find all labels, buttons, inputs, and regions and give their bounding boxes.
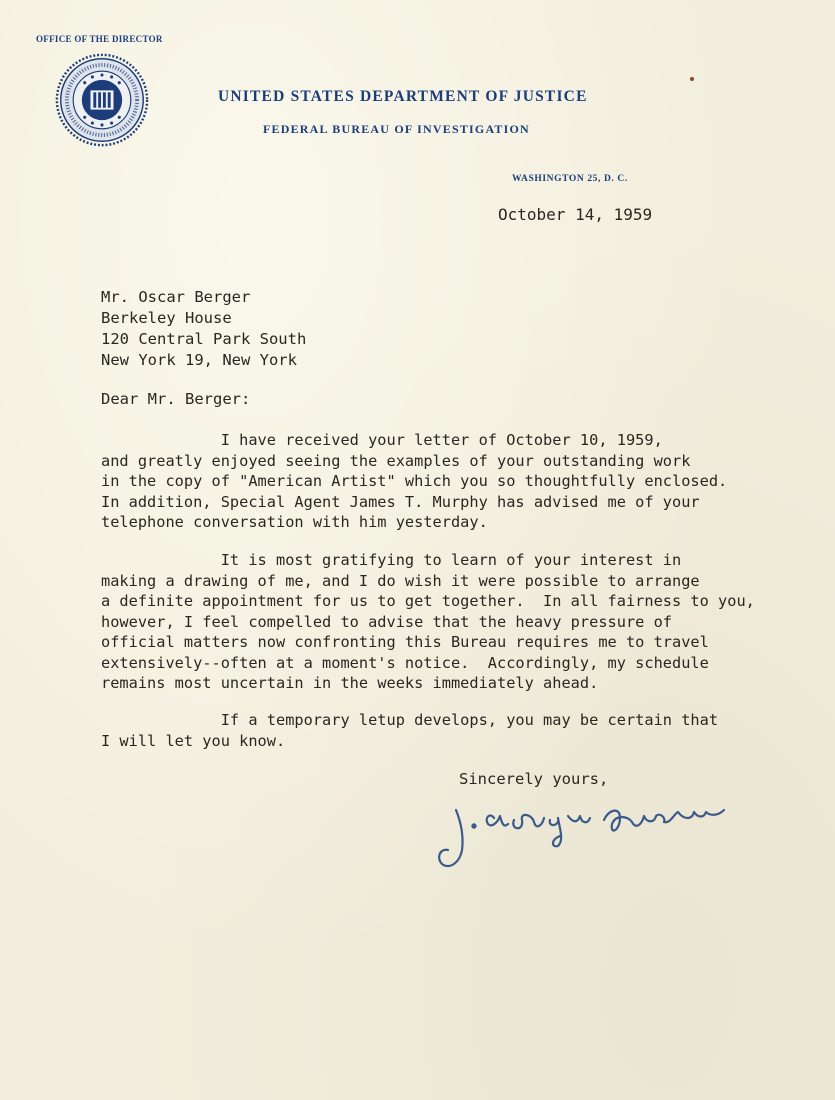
department-title: UNITED STATES DEPARTMENT OF JUSTICE [218,88,588,105]
recipient-address [101,287,306,371]
body-paragraph-3: If a temporary letup develops, you may be certain that I will let you know. [101,711,719,750]
paper-speck [690,77,694,81]
address-line: 120 Central Park South [101,330,307,348]
closing: Sincerely yours, [459,770,609,788]
address-line: Berkeley House [101,309,232,327]
office-header: OFFICE OF THE DIRECTOR [36,34,163,44]
body-paragraph-2: It is most gratifying to learn of your interest in making a drawing of me, and I do wish it were possible to arrange a definite appointment for us to get together. In all fairness to you, however, I feel compelled to advise that the heavy pressure of official matters now confronting this Bureau requires me to travel extensively--often at a moment's notice. Accordingly, my schedule remains most uncertain in the weeks immediately ahead. [101,551,755,692]
address-line: Mr. Oscar Berger [101,288,251,306]
signature-icon [428,790,748,880]
letter-date: October 14, 1959 [498,205,653,224]
bureau-title: FEDERAL BUREAU OF INVESTIGATION [263,122,530,136]
address-line: New York 19, New York [101,351,297,369]
body-paragraph-1: I have received your letter of October 10, 1959, and greatly enjoyed seeing the examples of your outstanding work in the copy of "American Artist" which you so thoughtfully enclosed. In addition, Special Agent James T. Murphy has advised me of your telephone conversation with him yesterday. [101,431,728,531]
fbi-seal-icon [54,52,150,148]
salutation: Dear Mr. Berger: [101,390,251,408]
city-line: WASHINGTON 25, D. C. [512,174,628,184]
